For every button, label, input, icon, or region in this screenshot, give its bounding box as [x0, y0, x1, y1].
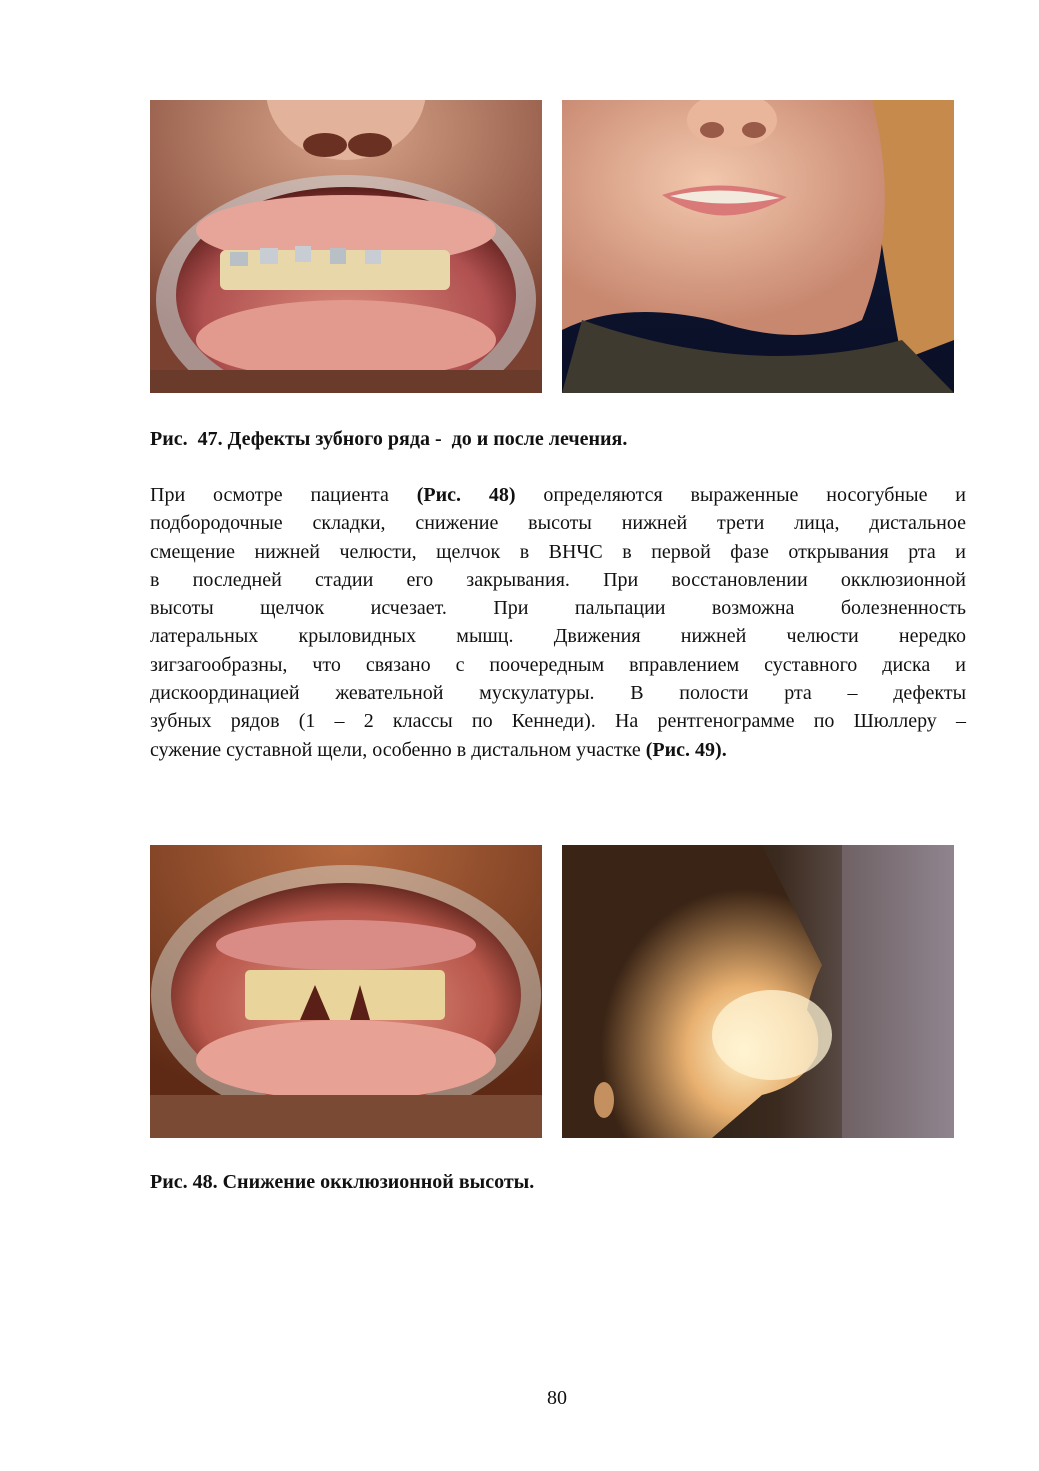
figure-48-caption: Рис. 48. Снижение окклюзионной высоты.	[150, 1171, 535, 1193]
paragraph-line: латеральных крыловидных мышц. Движения нижней челюсти нередко	[150, 625, 966, 648]
page-number: 80	[547, 1387, 567, 1409]
figure-47-caption: Рис. 47. Дефекты зубного ряда - до и после лечения.	[150, 428, 628, 450]
paragraph-line: смещение нижней челюсти, щелчок в ВНЧС в первой фазе открывания рта и	[150, 540, 966, 563]
paragraph-line: зубных рядов (1 – 2 классы по Кеннеди). На рентгенограмме по Шюллеру –	[150, 710, 966, 733]
body-paragraph	[150, 481, 966, 764]
paragraph-line: подбородочные складки, снижение высоты нижней трети лица, дистальное	[150, 512, 966, 535]
paragraph-line: дискоординацией жевательной мускулатуры. В полости рта – дефекты	[150, 682, 966, 705]
paragraph-line: высоты щелчок исчезает. При пальпации возможна болезненность	[150, 597, 966, 620]
paragraph-line: в последней стадии его закрывания. При восстановлении окклюзионной	[150, 568, 966, 591]
paragraph-line: сужение суставной щели, особенно в дистальном участке (Рис. 49).	[150, 738, 727, 761]
photo-profile-reduced-height	[562, 845, 954, 1138]
photo-smile-after	[562, 100, 954, 393]
figure-reference: (Рис. 49).	[645, 738, 727, 761]
paragraph-line: зигзагообразны, что связано с поочередным вправлением суставного диска и	[150, 653, 966, 676]
photo-open-mouth-worn-teeth	[150, 845, 542, 1138]
figure-reference: (Рис. 48)	[416, 484, 516, 506]
photo-open-mouth-before	[150, 100, 542, 393]
paragraph-line: При осмотре пациента (Рис. 48) определяются выраженные носогубные и	[150, 484, 966, 506]
